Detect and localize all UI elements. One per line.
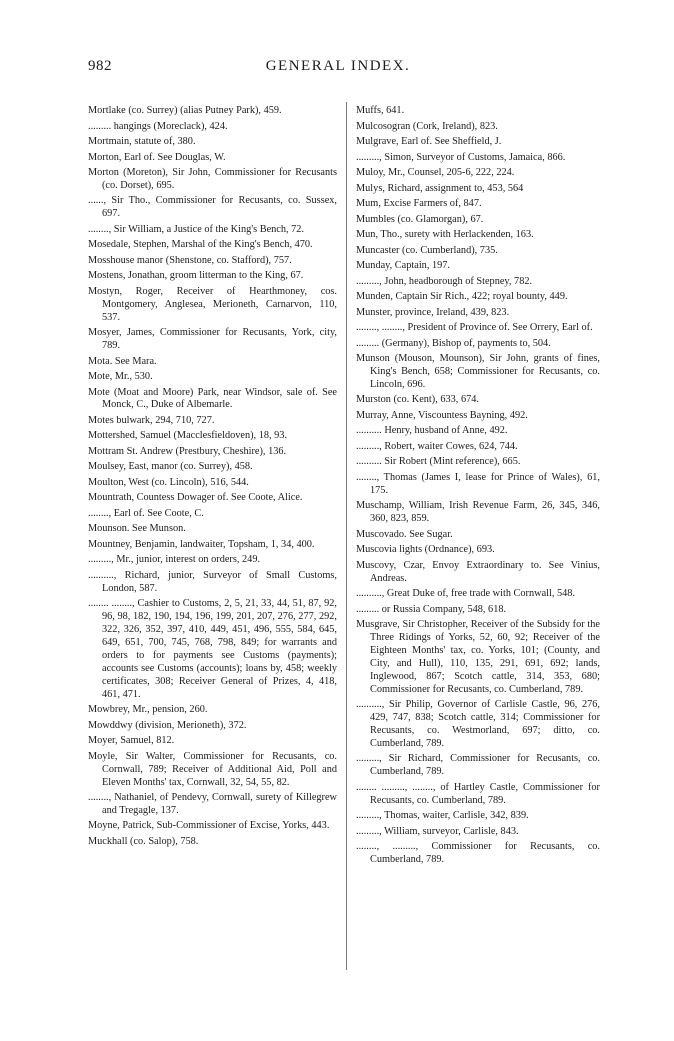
index-entry: Mote (Moat and Moore) Park, near Windsor, sale of. See Monck, C., Duke of Albemarle. [88,386,337,411]
index-entry: Moulton, West (co. Lincoln), 516, 544. [88,476,249,488]
index-entry: Munday, Captain, 197. [356,260,450,271]
page-header [88,58,588,82]
index-entry: .........., Great Duke of, free trade with Cornwall, 548. [356,588,576,600]
index-entry: Murston (co. Kent), 633, 674. [356,394,479,406]
index-entry: .........., Richard, junior, Surveyor of Small Customs, London, 587. [88,569,337,594]
index-entry: Muncaster (co. Cumberland), 735. [356,244,498,256]
index-entry: Mostyn, Roger, Receiver of Hearthmoney, cos. Montgomery, Anglesea, Merioneth, Carnarvon, 110, 537. [88,285,337,323]
index-entry: Mulys, Richard, assignment to, 453, 564 [356,182,524,194]
index-entry: Musgrave, Sir Christopher, Receiver of the Subsidy for the Three Ridings of Yorks, 52, 60, 92; Receiver of the Eighteen Months' tax, co. Yorks, 101; (County, and City, and Hull), 110, 135, 291, 691, 692; lands, Inglewood, 867; Scotch cattle, 314, 353, 680; Commissioner for Recusants, co. Cumberland, 789. [356,619,600,695]
index-entry: ........., Mr., junior, interest on orders, 249. [88,554,261,566]
index-entry: Mumbles (co. Glamorgan), 67. [356,213,484,225]
index-entry: Mosedale, Stephen, Marshal of the King's Bench, 470. [88,239,313,251]
index-entry: Mortlake (co. Surrey) (alias Putney Park), 459. [88,105,282,116]
index-entry: Munster, province, Ireland, 439, 823. [356,306,510,318]
index-entry: Mowbrey, Mr., pension, 260. [88,704,208,716]
index-entry: ........, ........., Commissioner for Recusants, co. Cumberland, 789. [356,841,600,865]
index-entry: Morton, Earl of. See Douglas, W. [88,151,226,163]
index-entry: Muffs, 641. [356,105,405,116]
index-entry: Murray, Anne, Viscountess Bayning, 492. [356,409,528,421]
index-column-left [88,105,337,851]
index-entry: Muckhall (co. Salop), 758. [88,835,199,847]
index-entry: Muschamp, William, Irish Revenue Farm, 26, 345, 346, 360, 823, 859. [356,500,600,525]
index-entry: Munden, Captain Sir Rich., 422; royal bounty, 449. [356,291,568,302]
index-entry: ......... (Germany), Bishop of, payments to, 504. [356,337,551,349]
index-entry: ........, Earl of. See Coote, C. [88,507,204,519]
index-entry: .......... Henry, husband of Anne, 492. [356,425,508,437]
index-entry: ........, Nathaniel, of Pendevy, Cornwall, surety of Killegrew and Tregagle, 137. [88,792,337,816]
index-entry: ........., John, headborough of Stepney, 782. [356,275,533,287]
index-entry: Mounson. See Munson. [88,523,186,535]
index-entry: ......, Sir Tho., Commissioner for Recusants, co. Sussex, 697. [88,195,337,220]
index-entry: Moulsey, East, manor (co. Surrey), 458. [88,461,253,473]
index-entry: ........ ........, Cashier to Customs, 2, 5, 21, 33, 44, 51, 87, 92, 96, 98, 182, 190, 194, 196, 199, 201, 207, 276, 277, 292, 322, 326, 352, 397, 410, 449, 451, 496, 555, 584, 645, 649, 651, 700, 745, 768, 798, 849; for warrants and orders to for payments see Customs (payments); accounts see Customs (accounts); loans by, 458; weekly certificates, 308; Receiver General of Prizes, 4, 418, 461, 471. [88,598,337,700]
page-number: 982 [88,58,112,74]
index-entry: Mottershed, Samuel (Macclesfieldoven), 18, 93. [88,430,288,442]
index-entry: Muscovy, Czar, Envoy Extraordinary to. See Vinius, Andreas. [356,559,600,584]
index-entry: Mostens, Jonathan, groom litterman to the King, 67. [88,270,304,282]
index-entry: Mulgrave, Earl of. See Sheffield, J. [356,136,502,147]
index-entry: .......... Sir Robert (Mint reference), 665. [356,456,521,468]
index-entry: Mum, Excise Farmers of, 847. [356,198,482,209]
index-entry: Moyne, Patrick, Sub-Commissioner of Excise, Yorks, 443. [88,820,330,832]
index-entry: Mountney, Benjamin, landwaiter, Topsham, 1, 34, 400. [88,538,315,550]
index-entry: Muscovia lights (Ordnance), 693. [356,544,495,556]
index-entry: Mote, Mr., 530. [88,371,153,383]
index-entry: ........, ........, President of Province of. See Orrery, Earl of. [356,322,593,333]
index-entry: Mortmain, statute of, 380. [88,136,196,147]
index-entry: Muloy, Mr., Counsel, 205-6, 222, 224. [356,167,515,178]
index-entry: Motes bulwark, 294, 710, 727. [88,414,215,426]
index-entry: Mulcosogran (Cork, Ireland), 823. [356,120,498,132]
running-head: GENERAL INDEX. [265,58,411,74]
index-entry: ......... or Russia Company, 548, 618. [356,603,507,615]
index-entry: Mountrath, Countess Dowager of. See Coote, Alice. [88,492,303,504]
index-entry: .........., Sir Philip, Governor of Carlisle Castle, 96, 276, 429, 747, 838; Scotch cattle, 314; Commissioner for Recusants, co. Westmorland, 697; ditto, co. Cumberland, 789. [356,699,600,749]
column-divider [346,102,347,970]
index-entry: ........, Sir William, a Justice of the King's Bench, 72. [88,223,305,235]
index-column-right [356,105,600,870]
index-entry: ........., Robert, waiter Cowes, 624, 744. [356,440,518,452]
index-entry: Mosshouse manor (Shenstone, co. Stafford), 757. [88,254,292,266]
index-entry: Mun, Tho., surety with Herlackenden, 163. [356,229,534,240]
index-entry: Mottram St. Andrew (Prestbury, Cheshire), 136. [88,445,287,457]
index-entry: ........., Simon, Surveyor of Customs, Jamaica, 866. [356,151,566,163]
index-entry: Mota. See Mara. [88,355,157,367]
index-entry: ........ ........., ........, of Hartley Castle, Commissioner for Recusants, co. Cumberland, 789. [356,781,600,806]
index-entry: Moyer, Samuel, 812. [88,735,175,747]
index-entry: ........., William, surveyor, Carlisle, 843. [356,825,519,837]
index-entry: ........., Sir Richard, Commissioner for Recusants, co. Cumberland, 789. [356,753,600,778]
index-entry: Mosyer, James, Commissioner for Recusants, York, city, 789. [88,327,337,352]
index-entry: Munson (Mouson, Mounson), Sir John, grants of fines, King's Bench, 658; Commissioner for Recusants, co. Lincoln, 696. [356,353,600,390]
index-entry: Morton (Moreton), Sir John, Commissioner for Recusants (co. Dorset), 695. [88,167,337,191]
index-entry: Moyle, Sir Walter, Commissioner for Recusants, co. Cornwall, 789; Receiver of Additional Aid, Poll and Eleven Months' tax, Cornwall, 32, 54, 55, 82. [88,750,337,788]
index-entry: Muscovado. See Sugar. [356,528,453,540]
index-entry: ......... hangings (Moreclack), 424. [88,120,228,132]
index-entry: ........., Thomas, waiter, Carlisle, 342, 839. [356,810,529,822]
index-entry: ........, Thomas (James I, lease for Prince of Wales), 61, 175. [356,471,600,496]
index-entry: Mowddwy (division, Merioneth), 372. [88,719,247,731]
